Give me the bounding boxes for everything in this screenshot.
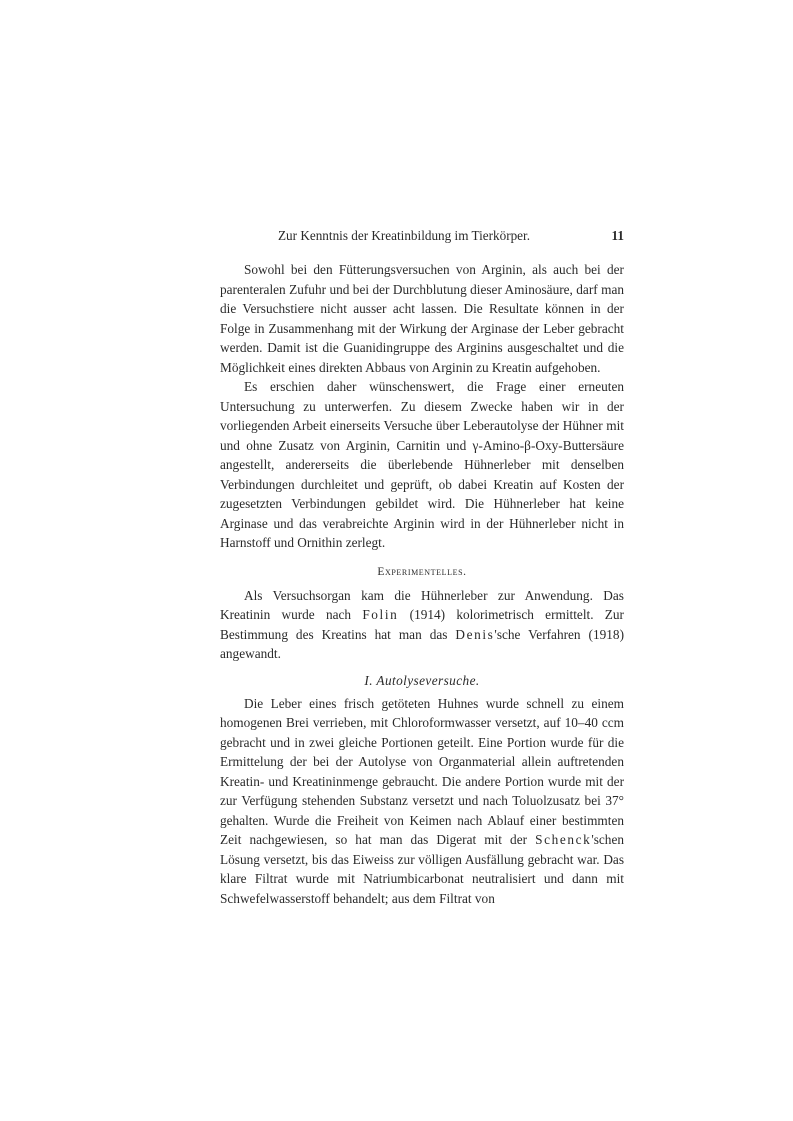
text-run: Die Leber eines frisch getöteten Huhnes wurde schnell zu einem homogenen Brei verrieben, mit Chloroformwasser versetzt, auf 10–40 ccm gebracht und in zwei gleiche Portionen geteilt. Eine Portion wurde für die Ermittelung der bei der Autolyse von Organmaterial allein auftretenden Kreatin- und Kreatininmenge gebraucht. Die andere Portion wurde mit der zur Verfügung stehenden Substanz versetzt und nach Toluolzusatz bei 37° gehalten. Wurde die Freiheit von Keimen nach Ablauf einer bestimmten Zeit nachgewiesen, so hat man das Digerat mit der (220, 695, 624, 847)
text-run: 'sche Verfahren (1918) angewandt. (220, 626, 624, 661)
author-name-denis: Denis (455, 626, 495, 642)
paragraph-fuetterungsversuche: Sowohl bei den Fütterungsversuchen von Arginin, als auch bei der parenteralen Zufuhr und bei der Durchblutung dieser Aminosäure, darf man die Versuchstiere nicht ausser acht lassen. Die Resultate können in der Folge in Zusammenhang mit der Wirkung der Arginase der Leber gebracht werden. Damit ist die Guanidingruppe des Arginins ausgeschaltet und die Möglichkeit eines direkten Abbaus von Arginin zu Kreatin aufgehoben. (220, 262, 624, 375)
page-number: 11 (611, 228, 624, 243)
paragraph-versuchsorgan (220, 586, 624, 664)
paragraph-untersuchung: Es erschien daher wünschenswert, die Frage einer erneuten Untersuchung zu unterwerfen. Zu diesem Zwecke haben wir in der vorliegenden Arbeit einerseits Versuche über Leberautolyse der Hühner mit und ohne Zusatz von Arginin, Carnitin und γ-Amino-β-Oxy-Buttersäure angestellt, andererseits die überlebende Hühnerleber mit denselben Verbindungen durchleitet und geprüft, ob dabei Kreatin auf Kosten der zugesetzten Verbindungen gebildet wird. Die Hühnerleber hat keine Arginase und das verabreichte Arginin wird in der Hühnerleber nicht in Harnstoff und Ornithin zerlegt. (220, 379, 624, 550)
text-run: (1914) kolorimetrisch ermittelt. Zur Bestimmung des Kreatins hat man das (220, 607, 624, 642)
paragraph-autolyse (220, 694, 624, 909)
author-name-folin: Folin (362, 607, 399, 622)
text-run: 'schen Lösung versetzt, bis das Eiweiss zur völligen Ausfällung gebracht war. Das klare Filtrat wurde mit Natriumbicarbonat neutralisiert und dann mit Schwefelwasserstoff behandelt; aus dem Filtrat von (220, 832, 624, 906)
running-head (220, 226, 624, 248)
text-run: Als Versuchsorgan kam die Hühnerleber zur Anwendung. Das Kreatinin wurde nach (220, 587, 624, 622)
book-page (220, 226, 624, 908)
author-name-schenck: Schenck (535, 832, 592, 847)
section-heading-experimentelles: Experimentelles. (377, 565, 467, 578)
section-heading-autolyseversuche: I. Autolyseversuche. (364, 672, 480, 688)
running-head-title: Zur Kenntnis der Kreatinbildung im Tierkörper. (278, 228, 530, 243)
